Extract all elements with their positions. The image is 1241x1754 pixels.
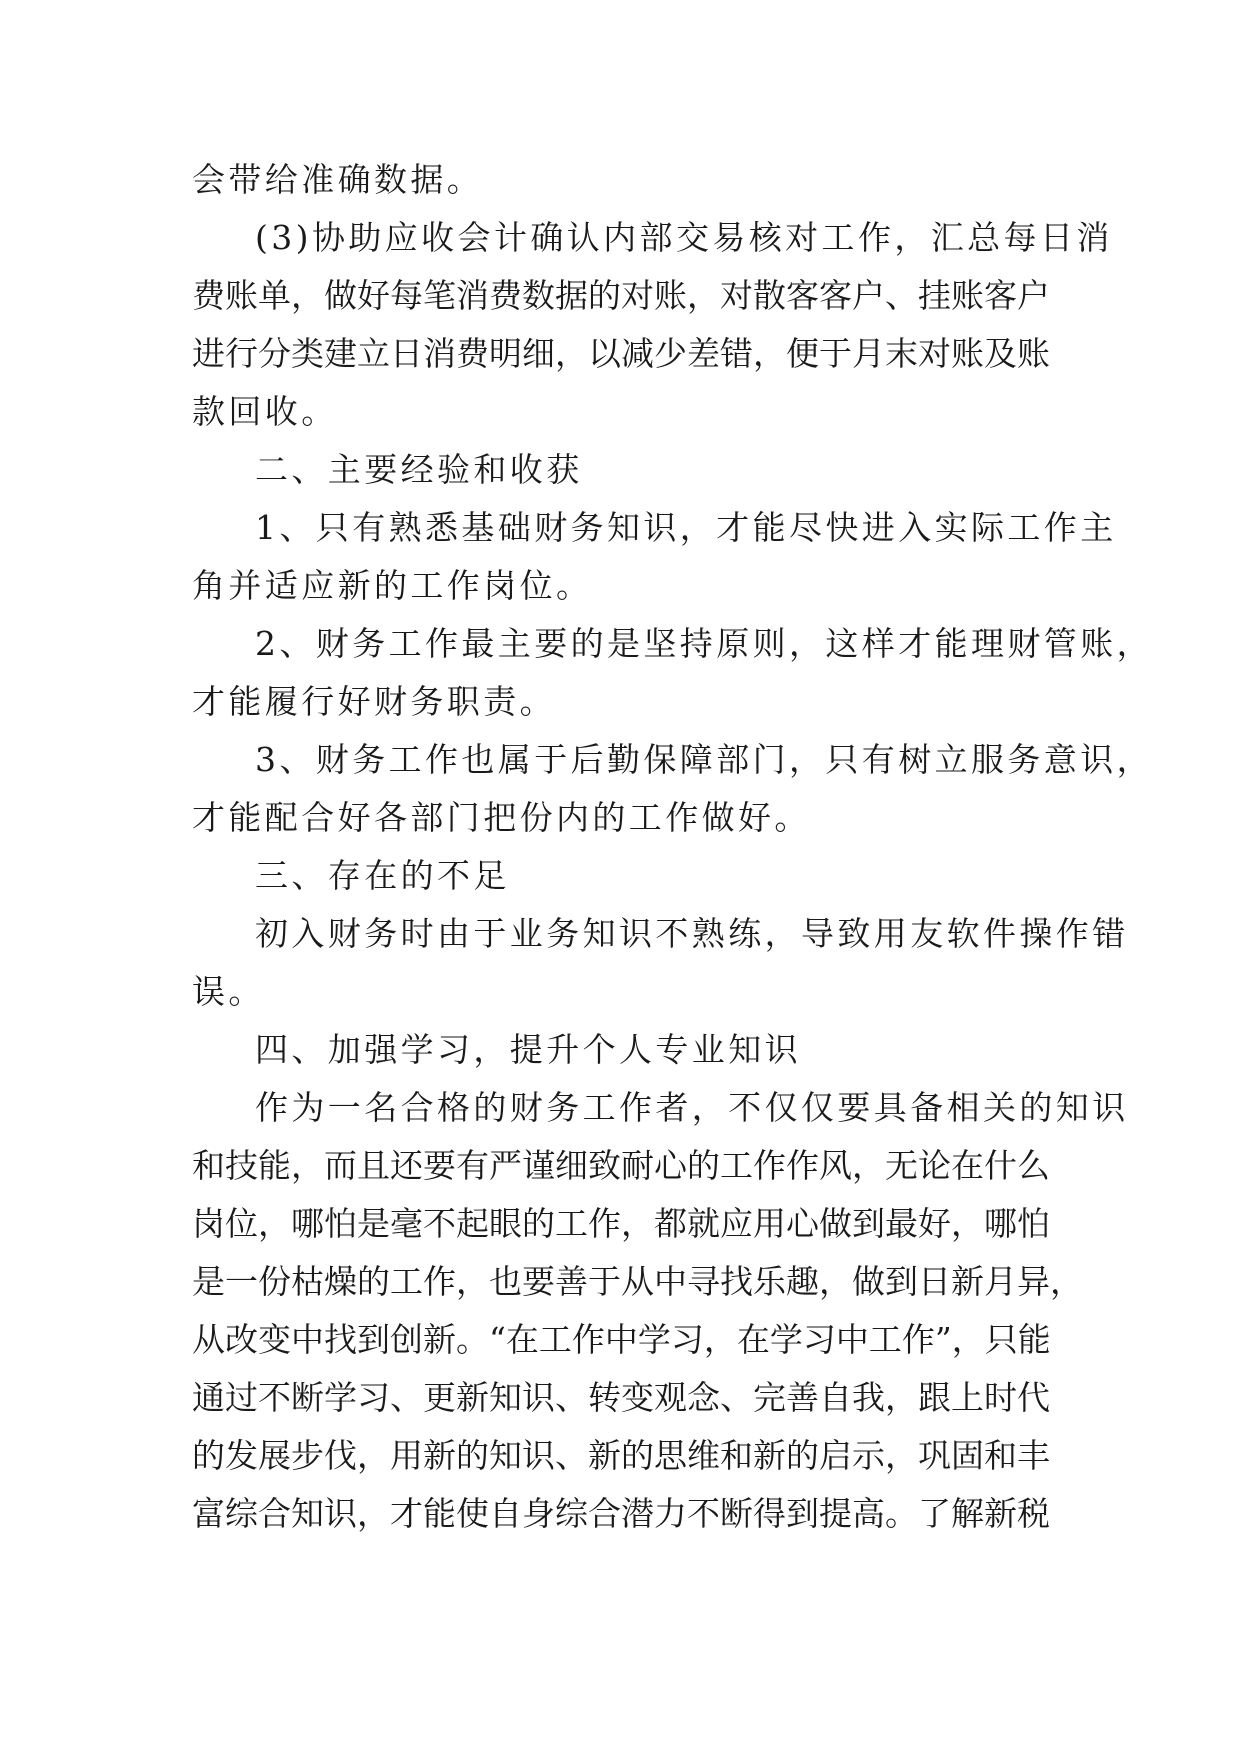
text-line: 3、财务工作也属于后勤保障部门，只有树立服务意识，	[255, 740, 1153, 779]
text-line: 费 账 单 ， 做 好 每 笔 消 费 数 据 的 对 账 ， 对 散 客 客 户 、 挂 账 客 户	[192, 276, 1050, 315]
text-line: 通 过 不 断 学 习 、 更 新 知 识 、 转 变 观 念 、 完 善 自 我 ， 跟 上 时 代	[192, 1378, 1050, 1417]
text-line: 富 综 合 知 识 ， 才 能 使 自 身 综 合 潜 力 不 断 得 到 提 高 。 了 解 新 税	[192, 1494, 1050, 1533]
text-line: 款回收。	[192, 392, 338, 431]
section-heading: 四、加强学习，提升个人专业知识	[255, 1030, 801, 1069]
text-line: 角并适应新的工作岗位。	[192, 566, 593, 605]
text-line: (3)协助应收会计确认内部交易核对工作，汇总每日消	[255, 218, 1113, 257]
text-line: 才能履行好财务职责。	[192, 682, 556, 721]
text-line: 初入财务时由于业务知识不熟练，导致用友软件操作错	[255, 914, 1129, 953]
text-line: 作为一名合格的财务工作者，不仅仅要具备相关的知识	[255, 1088, 1129, 1127]
text-line: 是 一 份 枯 燥 的 工 作 ， 也 要 善 于 从 中 寻 找 乐 趣 ， 做 到 日 新 月 异 ，	[192, 1262, 1083, 1301]
section-heading: 三、存在的不足	[255, 856, 510, 895]
section-heading: 二、主要经验和收获	[255, 450, 583, 489]
text-line: 从 改 变 中 找 到 创 新 。 “ 在 工 作 中 学 习 ， 在 学 习 中 工 作 ” ， 只 能	[192, 1320, 1051, 1359]
text-line: 进 行 分 类 建 立 日 消 费 明 细 ， 以 减 少 差 错 ， 便 于 月 末 对 账 及 账	[192, 334, 1050, 373]
text-line: 岗 位 ， 哪 怕 是 毫 不 起 眼 的 工 作 ， 都 就 应 用 心 做 到 最 好 ， 哪 怕	[192, 1204, 1050, 1243]
text-line: 和 技 能 ， 而 且 还 要 有 严 谨 细 致 耐 心 的 工 作 作 风 ， 无 论 在 什 么	[192, 1146, 1050, 1185]
text-line: 2、财务工作最主要的是坚持原则，这样才能理财管账，	[255, 624, 1153, 663]
text-line: 误。	[192, 972, 265, 1011]
text-line: 会带给准确数据。	[192, 160, 484, 199]
text-line: 1、只有熟悉基础财务知识，才能尽快进入实际工作主	[255, 508, 1117, 547]
text-line: 才能配合好各部门把份内的工作做好。	[192, 798, 811, 837]
text-line: 的 发 展 步 伐 ， 用 新 的 知 识 、 新 的 思 维 和 新 的 启 示 ， 巩 固 和 丰	[192, 1436, 1050, 1475]
